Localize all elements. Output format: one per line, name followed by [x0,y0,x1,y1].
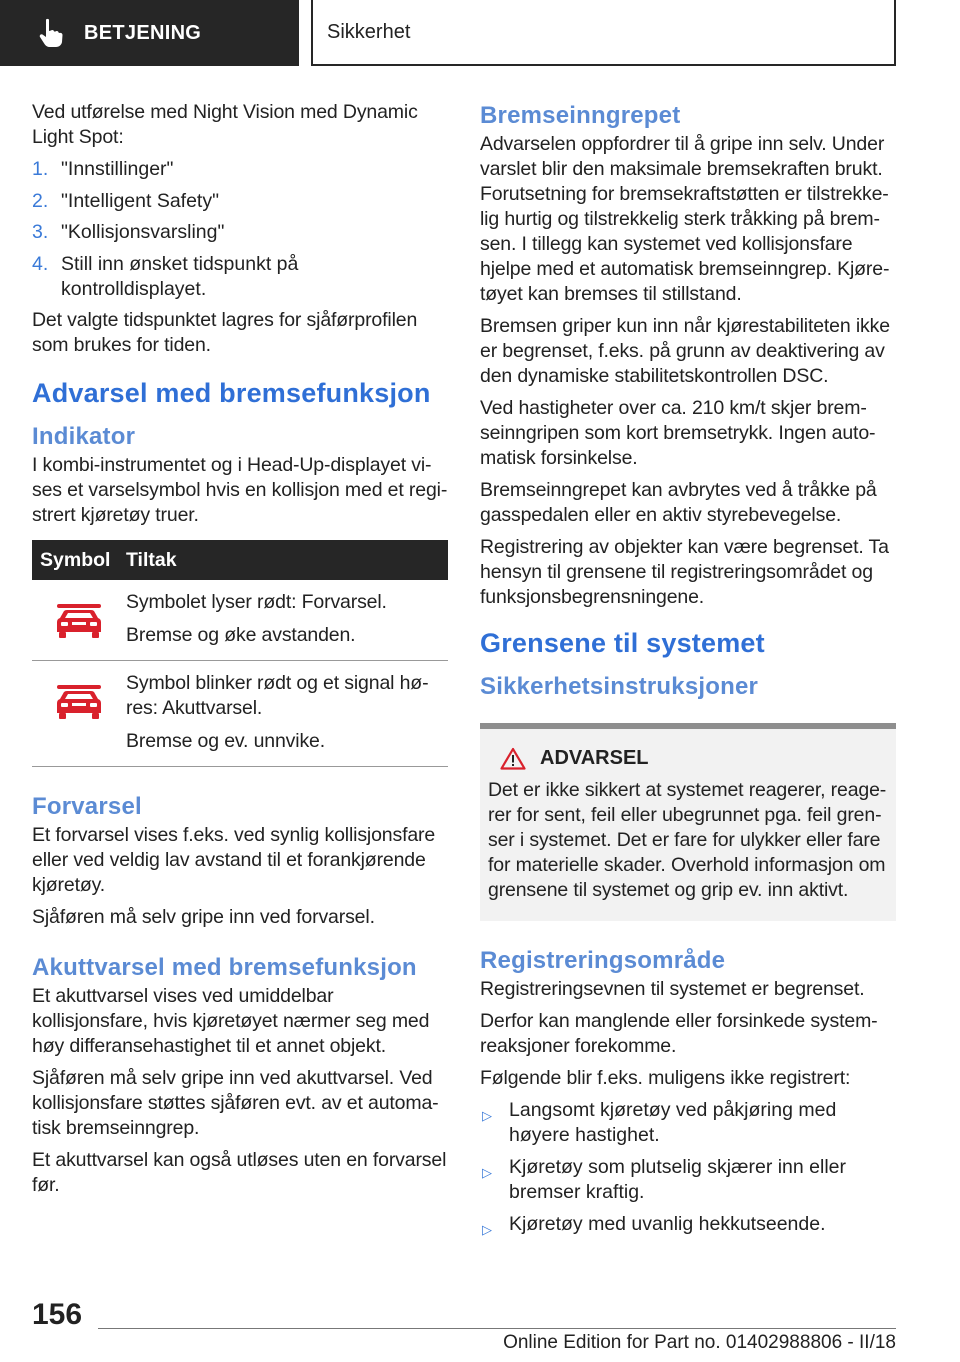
triangle-bullet-icon: ▷ [482,1222,492,1237]
action-line: Symbol blinker rødt og et signal høres: Akuttvarsel. [126,672,429,719]
list-item-text: Kjøretøy med uvanlig hekkutseende. [509,1213,826,1235]
heading-forvarsel: Forvarsel [32,793,142,820]
action-line: Bremse og øke avstanden. [126,624,356,646]
heading-grensene: Grensene til systemet [480,628,765,658]
step-item [32,189,448,214]
hand-pointer-icon [38,18,64,48]
page-number: 156 [32,1298,83,1331]
symbol-table [32,540,448,767]
step-number: 1. [32,158,49,180]
forvarsel-text: Sjåføren må selv gripe inn ved forvarsel. [32,906,375,928]
section-registreringsomrade [480,947,896,1242]
action-cell [126,590,448,656]
reg-text: Registreringsevnen til systemet er begrenset. [480,978,865,1000]
warning-box [480,723,896,921]
step-text: "Kollisjonsvarsling" [61,221,225,243]
step-item [32,252,448,302]
bremse-text: Advarselen oppfordrer til å gripe inn selv. Under varslet blir den maksimale bremsekraften brukt. Forutsetning for bremsekraftstøtten er tilstrekkelig hurtig og tilstrekkelig sterk tråkking på bremsen. I tillegg kan systemet ved kollisjonsfare hjelpe med et automatisk bremseinngrep. Kjøretøyet kan bremses til stillstand. [480,133,890,305]
right-column [480,102,896,1249]
chapter-label: Sikkerhet [327,20,411,43]
section-forvarsel [32,793,448,930]
car-warning-icon [54,683,104,721]
list-item [480,1098,896,1148]
chapter-tab [311,0,896,66]
warning-text: Det er ikke sikkert at systemet reagerer, reagerer for sent, feil eller ubegrunnet pga. feil grenser i systemet. Det er fare for ulykker eller fare for materielle skader. Overhold informasjon om grensene til systemet og grip ev. inn aktivt. [488,779,887,901]
step-text: "Intelligent Safety" [61,189,220,212]
triangle-bullet-icon: ▷ [482,1165,492,1180]
section-akuttvarsel [32,954,448,1198]
heading-indikator: Indikator [32,423,136,450]
warning-triangle-icon [500,747,526,770]
step-text: Still inn ønsket tidspunkt på kontrolldisplayet. [61,252,299,300]
table-header [32,540,448,580]
bremse-text: Ved hastigheter over ca. 210 km/t skjer bremseinngripen som kort bremsetrykk. Ingen automatisk forsinkelse. [480,397,876,469]
symbol-cell [32,671,126,762]
action-line: Symbolet lyser rødt: Forvarsel. [126,591,387,613]
list-item [480,1212,896,1242]
bremse-text: Bremsen griper kun inn når kjørestabiliteten ikke er begrenset, f.eks. på grunn av deaktivering av den dynamiske stabilitetskontrollen DSC. [480,315,890,387]
heading-bremseinngrepet: Bremseinngrepet [480,102,681,129]
reg-text: Derfor kan manglende eller forsinkede systemreaksjoner forekomme. [480,1010,878,1057]
heading-advarsel: Advarsel med bremsefunksjon [32,378,431,408]
bremse-text: Bremseinngrepet kan avbrytes ved å tråkke på gasspedalen eller en aktiv styrebevegelse. [480,479,877,526]
intro-text: Ved utførelse med Night Vision med Dynamic Light Spot: [32,101,418,148]
indikator-text: I kombi-instrumentet og i Head-Up-displayet vises et varselsymbol hvis en kollisjon med et registrert kjøretøy truer. [32,454,448,526]
triangle-bullet-icon: ▷ [482,1108,492,1123]
column-header-symbol: Symbol [40,548,111,571]
warning-title: ADVARSEL [540,747,649,769]
edition-text: Online Edition for Part no. 01402988806 - II/18 [503,1332,896,1353]
bullet-list [480,1098,896,1242]
akutt-text: Et akuttvarsel kan også utløses uten en forvarsel før. [32,1149,447,1196]
heading-akuttvarsel: Akuttvarsel med bremsefunksjon [32,954,417,981]
step-number: 4. [32,252,49,275]
list-item-text: Kjøretøy som plutselig skjærer inn eller bremser kraftig. [509,1156,847,1203]
step-number: 3. [32,221,49,243]
left-column [32,100,448,1205]
warning-header [488,747,888,770]
section-label: BETJENING [84,21,202,44]
column-header-action: Tiltak [126,548,177,571]
after-steps-text: Det valgte tidspunktet lagres for sjåførprofilen som brukes for tiden. [32,309,418,356]
akutt-text: Sjåføren må selv gripe inn ved akuttvarsel. Ved kollisjonsfare støttes sjåføren evt. av et automatisk bremseinngrep. [32,1067,439,1139]
steps-list [32,157,448,302]
list-item [480,1155,896,1205]
action-cell [126,671,448,762]
step-item [32,220,448,245]
akutt-text: Et akuttvarsel vises ved umiddelbar kollisjonsfare, hvis kjøretøyet nærmer seg med høy differansehastighet til et annet objekt. [32,985,430,1057]
table-row [32,661,448,767]
bremse-text: Registrering av objekter kan være begrenset. Ta hensyn til grensene til registreringsområdet og funksjonsbegrensningene. [480,536,889,608]
step-number: 2. [32,189,49,212]
heading-sikkerhetsinstruksjoner: Sikkerhetsinstruksjoner [480,673,759,700]
list-item-text: Langsomt kjøretøy ved påkjøring med høyere hastighet. [509,1099,837,1146]
reg-text: Følgende blir f.eks. muligens ikke registrert: [480,1067,851,1089]
car-warning-icon [54,602,104,640]
step-text: "Innstillinger" [61,158,174,180]
forvarsel-text: Et forvarsel vises f.eks. ved synlig kollisjonsfare eller ved veldig lav avstand til et forankjørende kjøretøy. [32,824,436,896]
step-item [32,157,448,182]
symbol-cell [32,590,126,656]
heading-registreringsomrade: Registreringsområde [480,947,726,974]
page-header [0,0,960,66]
action-line: Bremse og ev. unnvike. [126,730,326,752]
table-row [32,580,448,661]
section-tab [0,0,299,66]
footer-divider [98,1328,896,1329]
